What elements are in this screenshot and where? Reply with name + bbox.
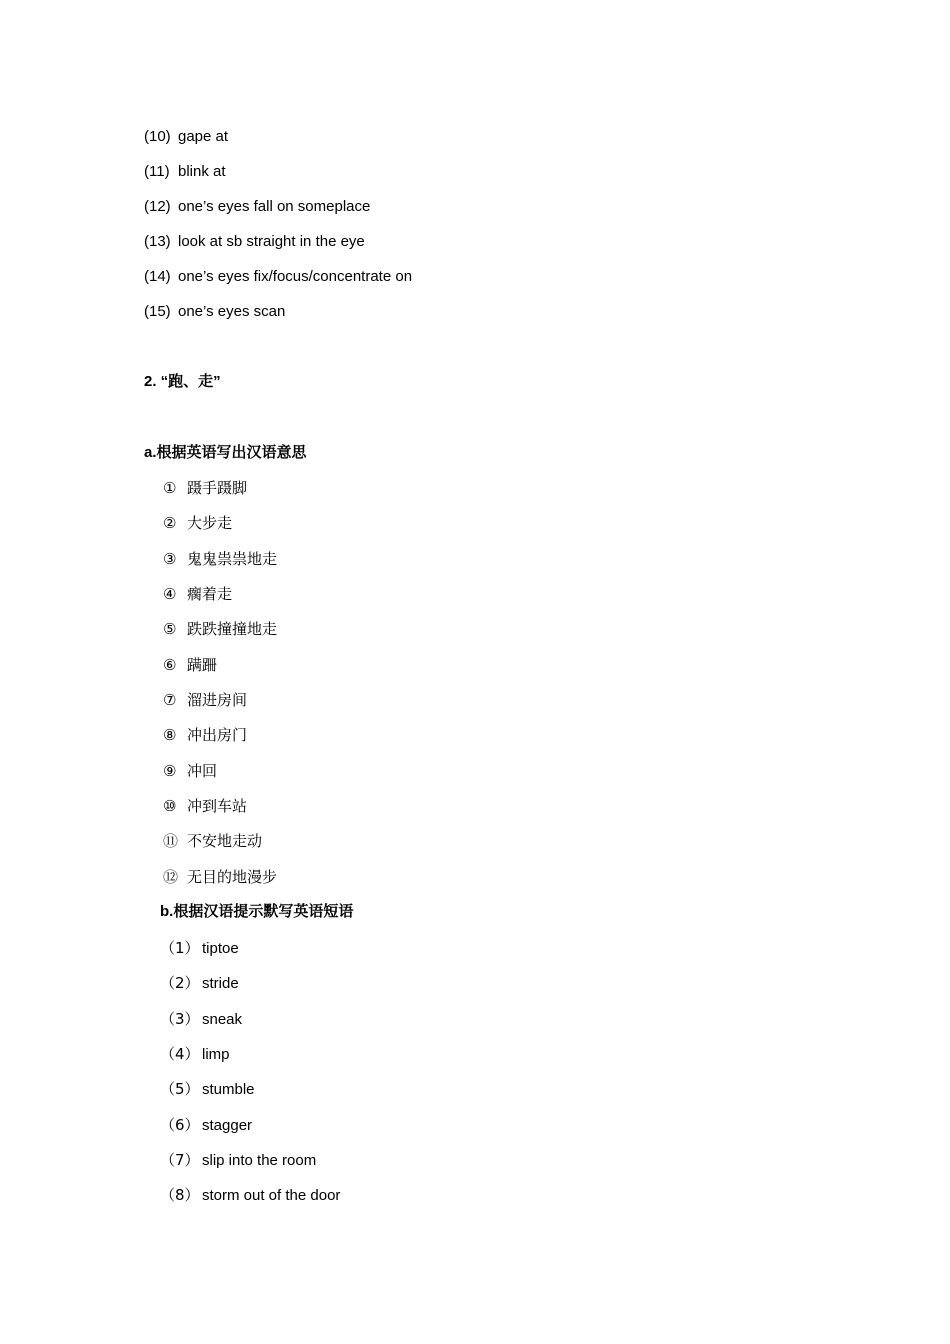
list-item: [163, 796, 247, 816]
list-item: [160, 1115, 252, 1136]
item-text: 不安地走动: [187, 832, 263, 850]
list-item: [163, 655, 217, 675]
item-number: （3）: [160, 1010, 200, 1028]
circled-number: ⑪: [163, 832, 179, 850]
list-item: [163, 549, 277, 569]
item-number: （4）: [160, 1045, 200, 1063]
list-item: [160, 1079, 255, 1100]
list-item: [163, 867, 277, 887]
list-item: [160, 1044, 230, 1065]
part-b-heading: b.根据汉语提示默写英语短语: [160, 903, 354, 920]
item-number: (12): [144, 198, 171, 215]
list-item: [163, 690, 247, 710]
list-item: [163, 584, 232, 604]
item-number: (13): [144, 233, 171, 250]
item-text: limp: [202, 1046, 230, 1063]
list-item: [144, 302, 285, 322]
circled-number: ①: [163, 479, 177, 497]
item-number: （1）: [160, 939, 200, 957]
list-item: [163, 513, 232, 533]
list-item: [144, 127, 228, 147]
list-item: [163, 725, 247, 745]
item-number: (14): [144, 268, 171, 285]
circled-number: ⑥: [163, 656, 177, 674]
item-text: 瘸着走: [187, 585, 233, 603]
list-item: [144, 162, 226, 182]
item-text: one’s eyes fall on someplace: [178, 198, 371, 215]
item-text: slip into the room: [202, 1152, 317, 1169]
list-item: [163, 478, 247, 498]
section-heading: 2. “跑、走”: [144, 373, 221, 390]
list-item: [163, 761, 217, 781]
item-text: 冲到车站: [187, 797, 248, 815]
item-text: one’s eyes scan: [178, 303, 286, 320]
item-number: (15): [144, 303, 171, 320]
item-text: 蹑手蹑脚: [187, 479, 248, 497]
circled-number: ⑩: [163, 797, 177, 815]
item-text: 跌跌撞撞地走: [187, 620, 278, 638]
item-text: 冲出房门: [187, 726, 248, 744]
circled-number: ⑧: [163, 726, 177, 744]
item-text: 鬼鬼祟祟地走: [187, 550, 278, 568]
item-text: one’s eyes fix/focus/concentrate on: [178, 268, 413, 285]
list-item: [144, 197, 370, 217]
item-text: stumble: [202, 1081, 255, 1098]
item-text: look at sb straight in the eye: [178, 233, 365, 250]
item-text: gape at: [178, 128, 229, 145]
list-item: [160, 1150, 316, 1171]
item-text: 溜进房间: [187, 691, 248, 709]
item-number: （6）: [160, 1116, 200, 1134]
item-text: 冲回: [187, 762, 218, 780]
item-text: stride: [202, 975, 239, 992]
item-number: （7）: [160, 1151, 200, 1169]
list-item: [163, 831, 262, 851]
circled-number: ③: [163, 550, 177, 568]
item-text: 大步走: [187, 514, 233, 532]
item-text: stagger: [202, 1117, 253, 1134]
item-text: tiptoe: [202, 940, 239, 957]
item-text: blink at: [178, 163, 226, 180]
item-number: (11): [144, 163, 170, 180]
item-number: （5）: [160, 1080, 200, 1098]
list-item: [160, 938, 239, 959]
list-item: [144, 267, 412, 287]
circled-number: ②: [163, 514, 177, 532]
circled-number: ⑦: [163, 691, 177, 709]
item-text: storm out of the door: [202, 1187, 341, 1204]
circled-number: ⑤: [163, 620, 177, 638]
circled-number: ⑫: [163, 868, 179, 886]
item-number: （2）: [160, 974, 200, 992]
circled-number: ④: [163, 585, 177, 603]
item-text: sneak: [202, 1011, 243, 1028]
list-item: [160, 973, 239, 994]
circled-number: ⑨: [163, 762, 177, 780]
part-a-heading: a.根据英语写出汉语意思: [144, 444, 307, 461]
list-item: [144, 232, 365, 252]
item-number: (10): [144, 128, 171, 145]
list-item: [160, 1009, 242, 1030]
item-number: （8）: [160, 1186, 200, 1204]
list-item: [163, 619, 277, 639]
list-item: [160, 1185, 340, 1206]
item-text: 蹒跚: [187, 656, 218, 674]
item-text: 无目的地漫步: [187, 868, 278, 886]
